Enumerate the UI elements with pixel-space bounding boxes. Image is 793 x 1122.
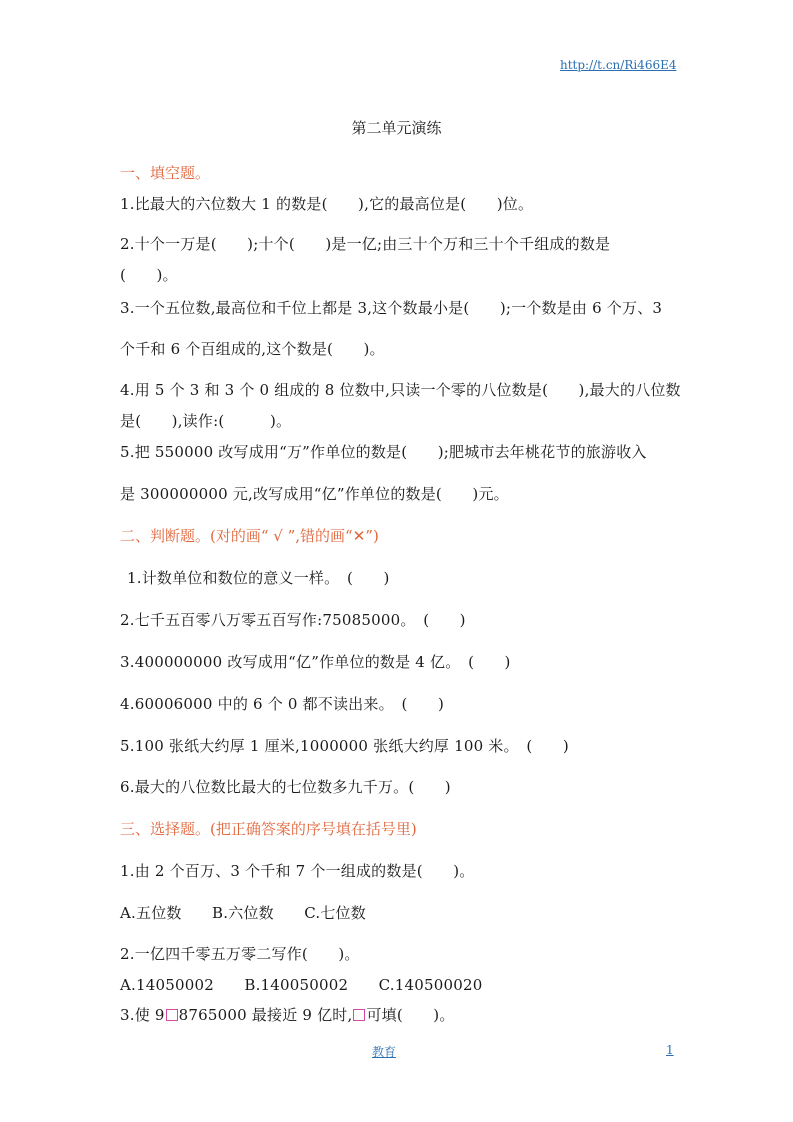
choice-options: A.14050002 B.140050002 C.140500020	[120, 976, 483, 994]
question-line: 是 300000000 元,改写成用“亿”作单位的数是( )元。	[120, 485, 509, 503]
choice-text-part: 3.使 9	[120, 1006, 165, 1024]
judgment-line: 3.400000000 改写成用“亿”作单位的数是 4 亿。 ( )	[120, 653, 511, 671]
judgment-line: 2.七千五百零八万零五百写作:75085000。 ( )	[120, 611, 466, 629]
choice-text-part: 8765000 最接近 9 亿时,	[178, 1006, 353, 1024]
question-line: 5.把 550000 改写成用“万”作单位的数是( );肥城市去年桃花节的旅游收入	[120, 443, 647, 461]
question-line: 3.一个五位数,最高位和千位上都是 3,这个数最小是( );一个数是由 6 个万、3	[120, 299, 663, 317]
section-true-false-heading: 二、判断题。(对的画“ √ ”,错的画“✕”)	[120, 527, 379, 545]
question-line: 2.十个一万是( );十个( )是一亿;由三十个万和三十个千组成的数是	[120, 235, 611, 253]
choice-question	[120, 1004, 455, 1025]
page-title: 第二单元演练	[351, 119, 442, 137]
question-line: 4.用 5 个 3 和 3 个 0 组成的 8 位数中,只读一个零的八位数是( ),最大的八位数	[120, 381, 681, 399]
question-line: ( )。	[120, 266, 178, 284]
choice-options: A.五位数 B.六位数 C.七位数	[120, 904, 366, 922]
choice-question: 1.由 2 个百万、3 个千和 7 个一组成的数是( )。	[120, 862, 475, 880]
question-line: 个千和 6 个百组成的,这个数是( )。	[120, 340, 385, 358]
judgment-line: 4.60006000 中的 6 个 0 都不读出来。 ( )	[120, 695, 444, 713]
page-number[interactable]: 1	[666, 1043, 674, 1057]
judgment-line: 1.计数单位和数位的意义一样。 ( )	[127, 569, 390, 587]
section-multiple-choice-heading: 三、选择题。(把正确答案的序号填在括号里)	[120, 820, 417, 838]
blank-box-icon	[353, 1009, 365, 1021]
section-fill-blank-heading: 一、填空题。	[120, 164, 211, 182]
footer-link[interactable]: 教育	[372, 1045, 397, 1059]
question-line: 是( ),读作:( )。	[120, 412, 292, 430]
judgment-line: 6.最大的八位数比最大的七位数多九千万。( )	[120, 778, 451, 796]
blank-box-icon	[166, 1009, 178, 1021]
header-url-link[interactable]: http://t.cn/Ri466E4	[560, 58, 677, 72]
judgment-line: 5.100 张纸大约厚 1 厘米,1000000 张纸大约厚 100 米。 ( )	[120, 737, 569, 755]
choice-text-part: 可填( )。	[366, 1006, 455, 1024]
choice-question: 2.一亿四千零五万零二写作( )。	[120, 945, 360, 963]
question-line: 1.比最大的六位数大 1 的数是( ),它的最高位是( )位。	[120, 195, 534, 213]
